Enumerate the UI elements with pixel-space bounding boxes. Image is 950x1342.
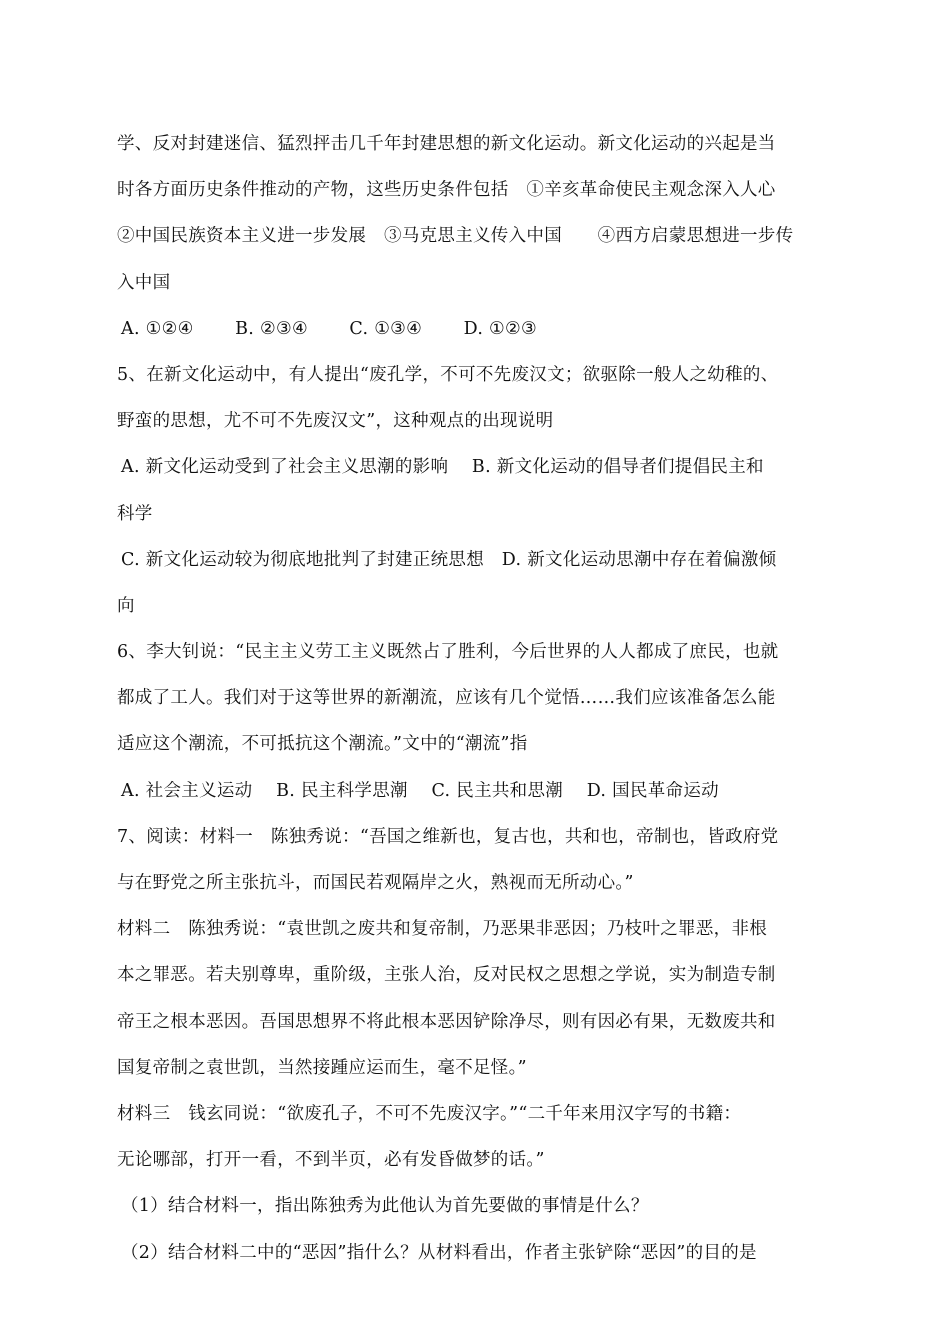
question-7: 7、阅读：材料一 陈独秀说：“吾国之维新也，复古也，共和也，帝制也，皆政府党 — [117, 826, 779, 847]
material-3: 材料三 钱玄同说：“欲废孔子，不可不先废汉字。”“二千年来用汉字写的书籍： — [117, 1103, 742, 1124]
text-line: 时各方面历史条件推动的产物，这些历史条件包括 ①辛亥革命使民主观念深入人心 — [117, 180, 776, 201]
text-line: 入中国 — [117, 272, 171, 293]
text-line: 向 — [117, 595, 135, 616]
question-6: 6、李大钊说：“民主主义劳工主义既然占了胜利，今后世界的人人都成了庶民，也就 — [117, 642, 779, 663]
text-line: 无论哪部，打开一看，不到半页，必有发昏做梦的话。” — [117, 1150, 545, 1171]
text-line: 野蛮的思想，尤不可不先废汉文”，这种观点的出现说明 — [117, 411, 554, 432]
text-line: 帝王之根本恶因。吾国思想界不将此根本恶因铲除净尽，则有因必有果，无数废共和 — [117, 1011, 776, 1032]
sub-question-1: （1）结合材料一，指出陈独秀为此他认为首先要做的事情是什么？ — [121, 1196, 649, 1217]
answer-options: A. ①②④ B. ②③④ C. ①③④ D. ①②③ — [121, 318, 538, 339]
question-5: 5、在新文化运动中，有人提出“废孔学，不可不先废汉文；欲驱除一般人之幼稚的、 — [117, 364, 779, 385]
text-line: 与在野党之所主张抗斗，而国民若观隔岸之火，熟视而无所动心。” — [117, 873, 634, 893]
sub-question-2: （2）结合材料二中的“恶因”指什么？从材料看出，作者主张铲除“恶因”的目的是 — [121, 1242, 757, 1263]
answer-options: A. 社会主义运动 B. 民主科学思潮 C. 民主共和思潮 D. 国民革命运动 — [121, 780, 719, 801]
material-2: 材料二 陈独秀说：“袁世凯之废共和复帝制，乃恶果非恶因；乃枝叶之罪恶，非根 — [117, 919, 768, 940]
answer-options: C. 新文化运动较为彻底地批判了封建正统思想 D. 新文化运动思潮中存在着偏激倾 — [121, 549, 777, 570]
text-line: ②中国民族资本主义进一步发展 ③马克思主义传入中国 ④西方启蒙思想进一步传 — [117, 226, 794, 247]
document-page — [117, 121, 841, 1276]
text-line: 科学 — [117, 503, 153, 524]
answer-options: A. 新文化运动受到了社会主义思潮的影响 B. 新文化运动的倡导者们提倡民主和 — [121, 457, 764, 478]
text-line: 学、反对封建迷信、猛烈抨击几千年封建思想的新文化运动。新文化运动的兴起是当 — [117, 134, 776, 154]
text-line: 本之罪恶。若夫别尊卑，重阶级，主张人治，反对民权之思想之学说，实为制造专制 — [117, 965, 776, 986]
text-line: 国复帝制之袁世凯，当然接踵应运而生，毫不足怪。” — [117, 1057, 527, 1078]
text-line: 适应这个潮流，不可抵抗这个潮流。”文中的“潮流”指 — [117, 734, 528, 755]
text-line: 都成了工人。我们对于这等世界的新潮流，应该有几个觉悟……我们应该准备怎么能 — [117, 688, 776, 709]
